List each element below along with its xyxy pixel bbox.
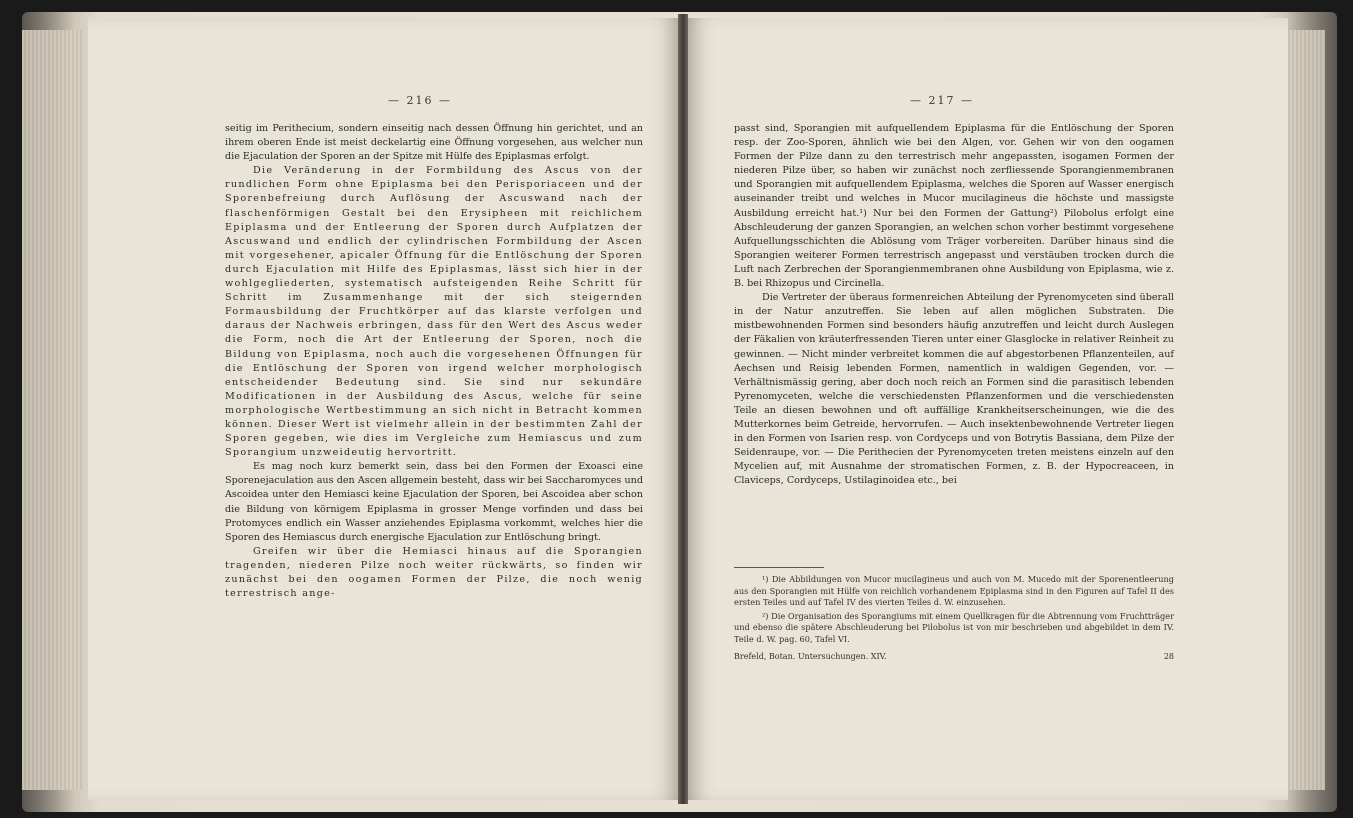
paragraph: seitig im Perithecium, sondern einseitig nach dessen Öffnung hin gerichtet, und an ihrem oberen Ende ist meist deckelartig eine Öffnung vorgesehen, aus welcher nun die Ejaculation der Sporen an der Spitze mit Hülfe des Epiplasmas erfolgt. [225,123,643,163]
book-gutter [678,14,688,804]
page-footer [734,652,1174,661]
footnotes [734,574,1174,648]
paragraph: Die Veränderung in der Formbildung des Ascus von der rundlichen Form ohne Epiplasma bei den Perisporiaceen und der Sporenbefreiung durch Auflösung der Ascuswand nach der flaschenförmigen Gestalt bei den Erysipheen mit reichlichem Epiplasma und der Entleerung der Sporen durch Aufplatzen der Ascuswand und endlich der cylindrischen Formbildung der Ascen mit vorgesehener, apicaler Öffnung für die Entlöschung der Sporen durch Ejaculation mit Hilfe des Epiplasmas, lässt sich hier in der wohlgegliederten, systematisch aufsteigenden Reihe Schritt für Schritt im Zusammenhange mit der sich steigernden Formausbildung der Fruchtkörper auf das klarste verfolgen und daraus der Nachweis erbringen, dass für den Wert des Ascus weder die Form, noch die Art der Entleerung der Sporen, noch die Bildung von Epiplasma, noch auch die vorgesehenen Öffnungen für die Entlöschung der Sporen von irgend welcher morphologisch entscheidender Bedeutung sind. Sie sind nur sekundäre Modificationen in der Ausbildung des Ascus, welche für seine morphologische Wertbestimmung an sich nicht in Betracht kommen können. Dieser Wert ist vielmehr allein in der bestimmten Zahl der Sporen gegeben, wie dies im Vergleiche zum Hemiascus und zum Sporangium unzweideutig hervortritt. [225,165,643,459]
page-number: — 217 — [910,94,974,107]
signature-number: 28 [1163,652,1174,661]
footnote-rule [734,567,824,568]
paragraph: passt sind, Sporangien mit aufquellendem Epiplasma für die Entlöschung der Sporen resp. der Zoo-Sporen, ähnlich wie bei den Algen, vor. Gehen wir von den oogamen Formen der Pilze dann zu den terrestrisch mehr angepassten, isogamen Formen der niederen Pilze über, so haben wir zunächst noch zerfliessende Sporangienmembranen und Sporangien mit aufquellendem Epiplasma, welches die Sporen auf Wasser energisch auseinander treibt und welches in Mucor mucilagineus die höchste und massigste Ausbildung erreicht hat.¹) Nur bei den Formen der Gattung²) Pilobolus erfolgt eine Abschleuderung der ganzen Sporangien, an welchen schon vorher bestimmt vorgesehene Aufquellungsschichten die Ablösung vom Träger vorbereiten. Darüber hinaus sind die Sporangien weiterer Formen terrestrisch angepasst und verstäuben trocken durch die Luft nach Zerbrechen der Sporangienmembranen ohne Ausbildung von Epiplasma, wie z. B. bei Rhizopus und Circinella. [734,123,1174,290]
paragraph: Greifen wir über die Hemiasci hinaus auf die Sporangien tragenden, niederen Pilze noch weiter rückwärts, so finden wir zunächst bei den oogamen Formen der Pilze, die noch wenig terrestrisch ange- [225,545,643,600]
right-page [686,18,1288,800]
page-body [225,122,643,601]
paragraph: Die Vertreter der überaus formenreichen Abteilung der Pyrenomyceten sind überall in der Natur anzutreffen. Sie leben auf allen möglichen Substraten. Die mistbewohnenden Formen sind besonders häufig anzutreffen und leicht durch Auslegen der Fäkalien von kräuterfressenden Tieren unter einer Glasglocke in relativer Reinheit zu gewinnen. — Nicht minder verbreitet kommen die auf abgestorbenen Pflanzenteilen, auf Aechsen und Reisig lebenden Formen, namentlich in waldigen Gegenden, vor. — Verhältnismässig gering, aber doch noch reich an Formen sind die parasitisch lebenden Pyrenomyceten, welche die verschiedensten Pflanzenformen und die verschiedensten Teile an diesen bewohnen und oft auffällige Krankheitserscheinungen, wie die des Mutterkornes beim Getreide, hervorrufen. — Auch insektenbewohnende Vertreter liegen in den Formen von Isarien resp. von Cordyceps und von Botrytis Bassiana, dem Pilze der Seidenraupe, vor. — Die Perithecien der Pyrenomyceten treten meistens einzeln auf den Mycelien auf, mit Ausnahme der stromatischen Formen, z. B. der Hypocreaceen, in Claviceps, Cordyceps, Ustilaginoidea etc., bei [734,292,1174,487]
page-body [734,122,1174,488]
footer-source: Brefeld, Botan. Untersuchungen. XIV. [734,652,887,661]
footnote: ¹) Die Abbildungen von Mucor mucilagineus und auch von M. Mucedo mit der Sporenentleerung aus den Sporangien mit Hülfe von reichlich vorhandenem Epiplasma sind in den Figuren auf Tafel II des ersten Teiles und auf Tafel IV des vierten Teiles d. W. einzusehen. [734,574,1174,608]
left-page [88,18,680,800]
footnote: ²) Die Organisation des Sporangiums mit einem Quellkragen für die Abtrennung vom Fruchtträger und ebenso die spätere Abschleuderung bei Pilobolus ist von mir beschrieben und abgebildet in dem IV. Teile d. W. pag. 60, Tafel VI. [734,610,1174,644]
page-number: — 216 — [388,94,452,107]
paragraph: Es mag noch kurz bemerkt sein, dass bei den Formen der Exoasci eine Sporenejaculation aus den Ascen allgemein besteht, dass wir bei Saccharomyces und Ascoidea unter den Hemiasci keine Ejaculation der Sporen, bei Ascoidea aber schon die Bildung von körnigem Epiplasma in grosser Menge vorfinden und dass bei Protomyces endlich ein Wasser anziehendes Epiplasma vorkommt, welches hier die Sporen des Hemiascus durch energische Ejaculation zur Entlöschung bringt. [225,461,643,543]
page-edges-left [22,30,82,790]
